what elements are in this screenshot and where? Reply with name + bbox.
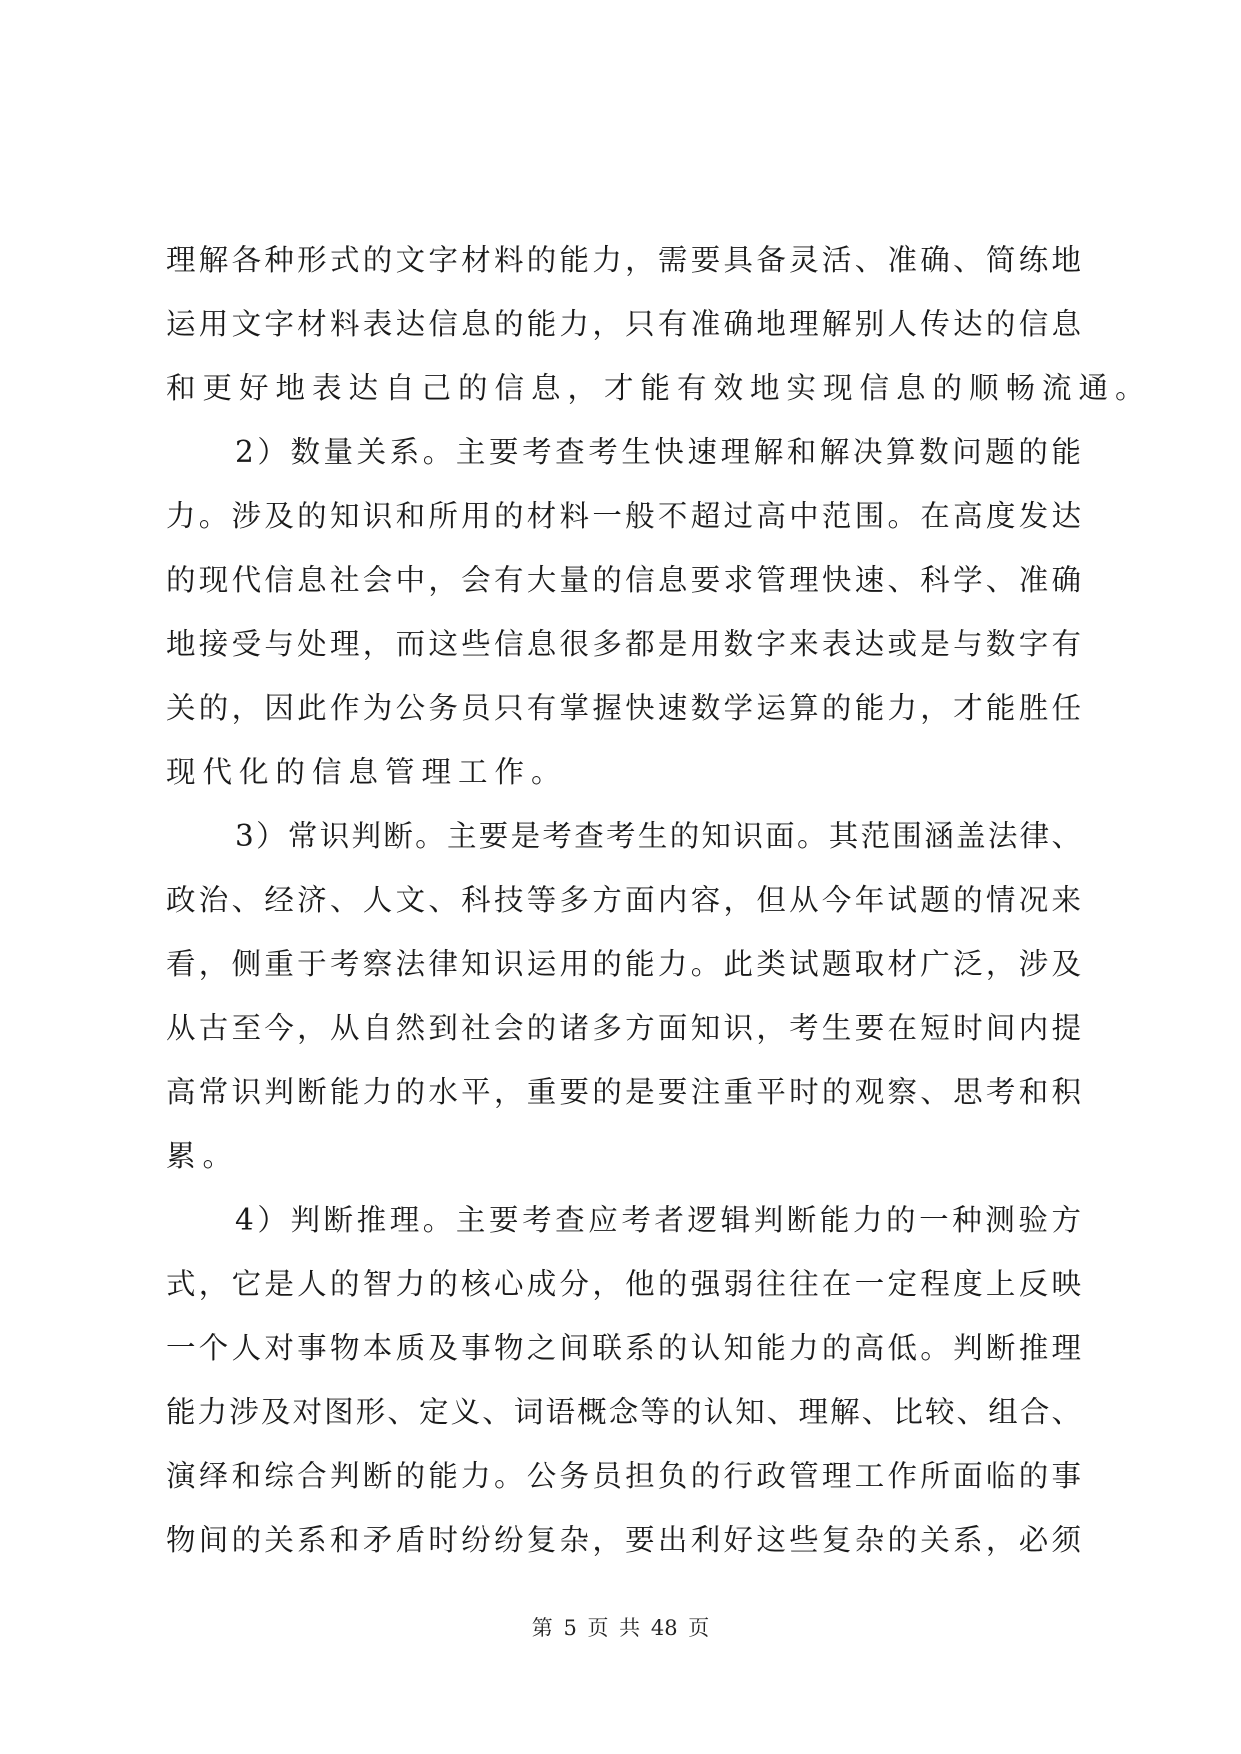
text-line: 能力涉及对图形、定义、词语概念等的认知、理解、比较、组合、 xyxy=(166,1395,1081,1429)
text-line: 看，侧重于考察法律知识运用的能力。此类试题取材广泛，涉及 xyxy=(166,947,1081,981)
text-line: 力。涉及的知识和所用的材料一般不超过高中范围。在高度发达 xyxy=(166,499,1081,533)
text-line: 理解各种形式的文字材料的能力，需要具备灵活、准确、简练地 xyxy=(166,243,1081,277)
text-line: 式，它是人的智力的核心成分，他的强弱往往在一定程度上反映 xyxy=(166,1267,1081,1301)
text-line: 物间的关系和矛盾时纷纷复杂，要出利好这些复杂的关系，必须 xyxy=(166,1523,1081,1557)
text-line: 3）常识判断。主要是考查考生的知识面。其范围涵盖法律、 xyxy=(235,819,1081,853)
text-line: 2）数量关系。主要考查考生快速理解和解决算数问题的能 xyxy=(235,435,1081,469)
text-line: 从古至今，从自然到社会的诸多方面知识，考生要在短时间内提 xyxy=(166,1011,1081,1045)
text-line: 现代化的信息管理工作。 xyxy=(166,755,568,789)
text-line: 运用文字材料表达信息的能力，只有准确地理解别人传达的信息 xyxy=(166,307,1081,341)
text-line: 地接受与处理，而这些信息很多都是用数字来表达或是与数字有 xyxy=(166,627,1081,661)
page-number-footer: 第 5 页 共 48 页 xyxy=(531,1616,710,1640)
text-line: 累。 xyxy=(166,1139,240,1173)
text-line: 关的，因此作为公务员只有掌握快速数学运算的能力，才能胜任 xyxy=(166,691,1081,725)
body-text xyxy=(166,228,1152,1572)
text-line: 和更好地表达自己的信息，才能有效地实现信息的顺畅流通。 xyxy=(166,371,1152,405)
text-line: 的现代信息社会中，会有大量的信息要求管理快速、科学、准确 xyxy=(166,563,1081,597)
text-line: 4）判断推理。主要考查应考者逻辑判断能力的一种测验方 xyxy=(235,1203,1081,1237)
text-line: 一个人对事物本质及事物之间联系的认知能力的高低。判断推理 xyxy=(166,1331,1081,1365)
text-line: 政治、经济、人文、科技等多方面内容，但从今年试题的情况来 xyxy=(166,883,1081,917)
text-line: 演绎和综合判断的能力。公务员担负的行政管理工作所面临的事 xyxy=(166,1459,1081,1493)
text-line: 高常识判断能力的水平，重要的是要注重平时的观察、思考和积 xyxy=(166,1075,1081,1109)
